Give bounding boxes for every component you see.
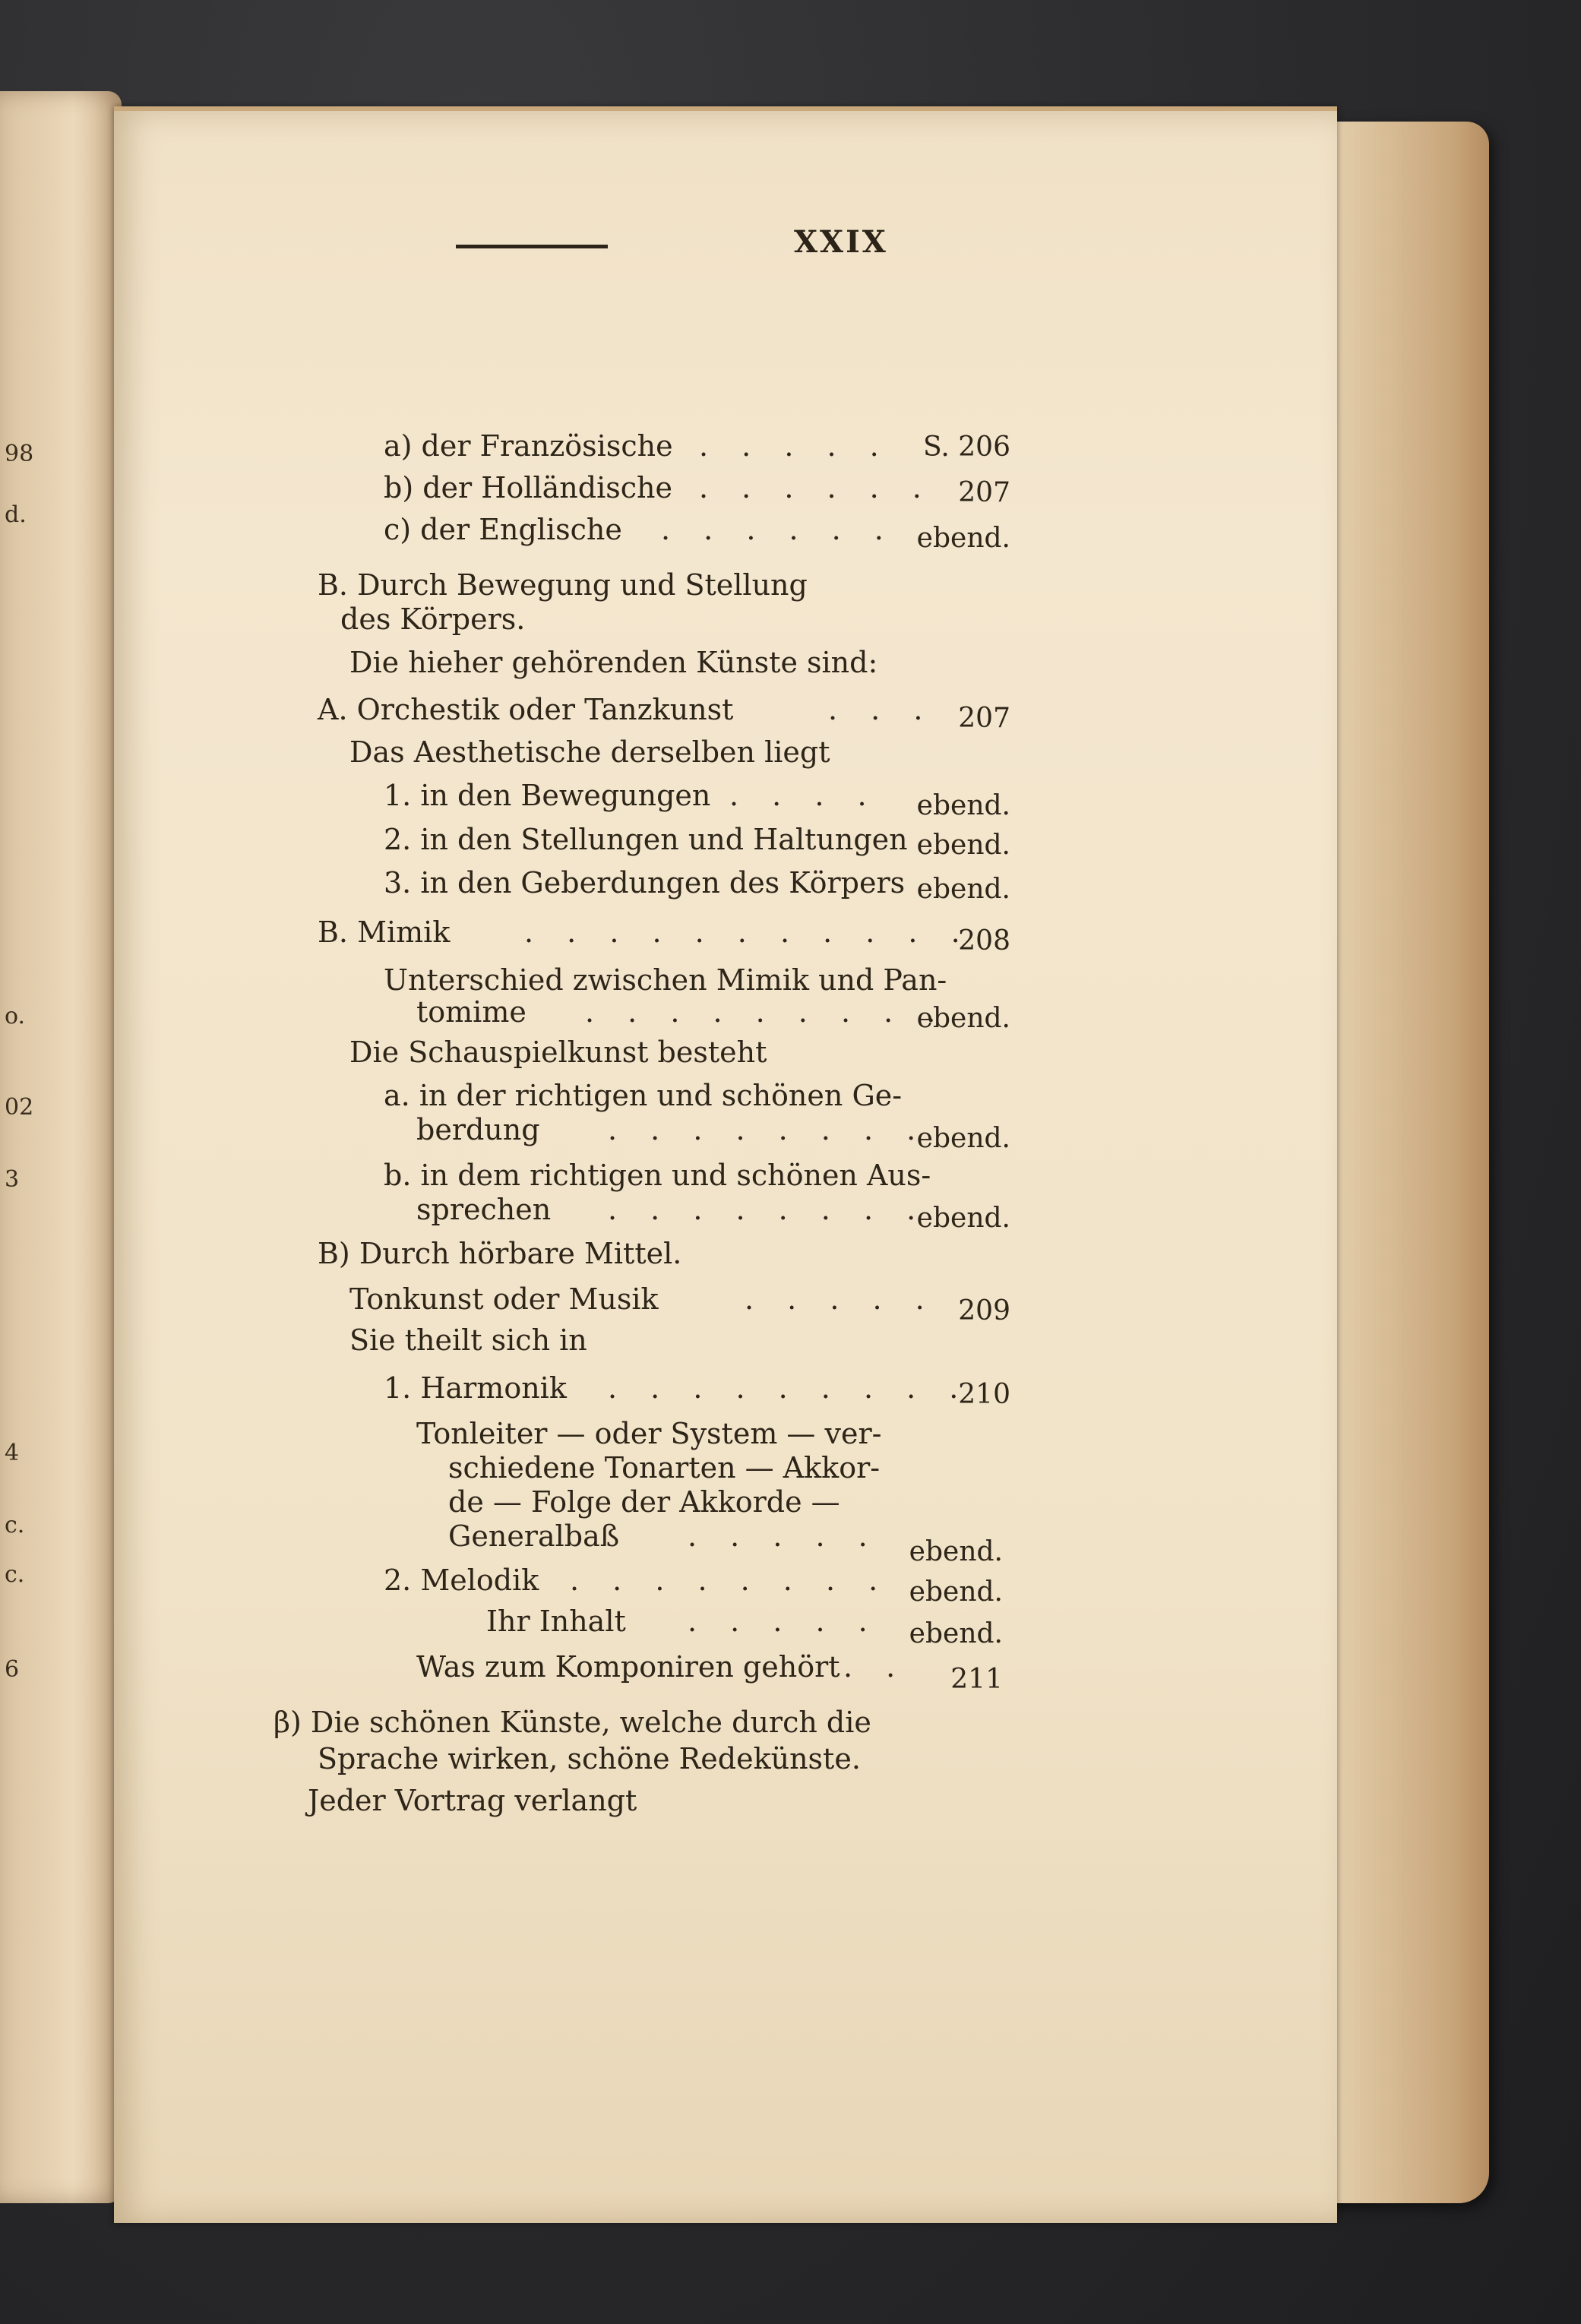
toc-entry-text: 1. Harmonik [384, 1371, 567, 1405]
toc-entry-ref: ebend. [909, 1536, 1003, 1567]
margin-fragment: 02 [5, 1094, 34, 1121]
toc-entry-leader: . . . . . . . . [608, 1113, 928, 1146]
header-rule [456, 245, 608, 248]
toc-entry-text: Jeder Vortrag verlangt [308, 1784, 637, 1817]
toc-entry-leader: . . . . . . . . . . . [524, 915, 972, 949]
toc-entry-leader: . . . . . . . . . [608, 1371, 971, 1405]
toc-entry-text: b. in dem richtigen und schönen Aus- [384, 1159, 931, 1192]
toc-entry-text: berdung [416, 1113, 540, 1146]
margin-fragment: 3 [5, 1166, 20, 1193]
toc-entry-text: schiedene Tonarten — Akkor- [448, 1451, 881, 1485]
toc-entry-text: B. Mimik [318, 915, 451, 949]
toc-entry-leader: . . . . . [745, 1282, 937, 1316]
toc-entry-leader: . . . . [729, 779, 879, 812]
toc-entry-ref: ebend. [916, 830, 1010, 861]
toc-entry-leader: . . . . . [688, 1519, 880, 1553]
toc-entry-text: Tonkunst oder Musik [349, 1282, 659, 1316]
toc-entry-text: β) Die schönen Künste, welche durch die [274, 1706, 871, 1739]
margin-fragment: 6 [5, 1656, 20, 1683]
toc-entry-ref: ebend. [916, 523, 1010, 554]
toc-entry-leader: . . . . . . [699, 471, 934, 504]
toc-entry-text: Sprache wirken, schöne Redekünste. [318, 1742, 861, 1775]
toc-entry-text: Ihr Inhalt [486, 1605, 626, 1638]
toc-entry-ref: 207 [958, 477, 1010, 508]
toc-entry-text: b) der Holländische [384, 471, 672, 504]
page-number: XXIX [794, 224, 888, 260]
toc-entry-ref: ebend. [916, 1123, 1010, 1154]
margin-fragment: d. [5, 501, 27, 528]
left-page-edge [0, 91, 122, 2203]
margin-fragment: o. [5, 1003, 26, 1029]
toc-entry-text: 2. Melodik [384, 1564, 539, 1597]
toc-entry-leader: . . . . . . [661, 513, 896, 546]
toc-entry-ref: ebend. [916, 790, 1010, 821]
toc-entry-leader: . . . . . . . . [608, 1193, 928, 1226]
toc-entry-text: Was zum Komponiren gehört [416, 1650, 840, 1684]
toc-entry-text: Das Aesthetische derselben liegt [349, 735, 830, 769]
toc-entry-text: B) Durch hörbare Mittel. [318, 1237, 682, 1270]
toc-entry-ref: 209 [958, 1295, 1010, 1326]
toc-entry-ref: ebend. [916, 1003, 1010, 1034]
toc-entry-text: 3. in den Geberdungen des Körpers [384, 866, 906, 900]
toc-entry-ref: ebend. [909, 1618, 1003, 1649]
toc-entry-ref: 211 [950, 1664, 1003, 1695]
toc-entry-leader: . . . . . . . . [570, 1564, 890, 1597]
toc-entry-text: tomime [416, 995, 526, 1029]
toc-entry-ref: 207 [958, 703, 1010, 734]
toc-entry-text: a. in der richtigen und schönen Ge- [384, 1079, 903, 1112]
toc-entry-text: Tonleiter — oder System — ver- [416, 1417, 882, 1450]
margin-fragment: 4 [5, 1440, 20, 1466]
margin-fragment: c. [5, 1512, 25, 1538]
toc-entry-text: sprechen [416, 1193, 552, 1226]
toc-entry-leader: . . . . . [699, 429, 891, 463]
toc-entry-text: 2. in den Stellungen und Haltungen [384, 823, 908, 856]
toc-entry-text: a) der Französische [384, 429, 673, 463]
toc-entry-text: de — Folge der Akkorde — [448, 1485, 840, 1519]
toc-entry-ref: ebend. [909, 1576, 1003, 1608]
toc-entry-text: 1. in den Bewegungen [384, 779, 711, 812]
toc-entry-ref: ebend. [916, 1203, 1010, 1234]
margin-fragment: c. [5, 1561, 25, 1588]
margin-fragment: 98 [5, 441, 34, 467]
toc-entry-ref: S. 206 [923, 432, 1010, 463]
toc-entry-text: A. Orchestik oder Tanzkunst [318, 693, 734, 726]
toc-entry-leader: . . . . . . . . . [585, 995, 948, 1029]
toc-entry-ref: ebend. [916, 874, 1010, 905]
toc-entry-text: c) der Englische [384, 513, 622, 546]
toc-entry-text: Die Schauspielkunst besteht [349, 1036, 767, 1069]
toc-entry-text: Die hieher gehörenden Künste sind: [349, 646, 878, 679]
toc-entry-text: B. Durch Bewegung und Stellung [318, 568, 808, 602]
toc-entry-text: Generalbaß [448, 1519, 620, 1553]
toc-entry-leader: . . . [828, 693, 935, 726]
toc-entry-text: Sie theilt sich in [349, 1323, 587, 1357]
toc-entry-text: Unterschied zwischen Mimik und Pan- [384, 963, 947, 997]
toc-entry-ref: 210 [958, 1379, 1010, 1410]
toc-entry-text: des Körpers. [340, 602, 526, 636]
toc-entry-leader: . . [843, 1650, 908, 1684]
toc-entry-ref: 208 [958, 925, 1010, 956]
toc-entry-leader: . . . . . [688, 1605, 880, 1638]
